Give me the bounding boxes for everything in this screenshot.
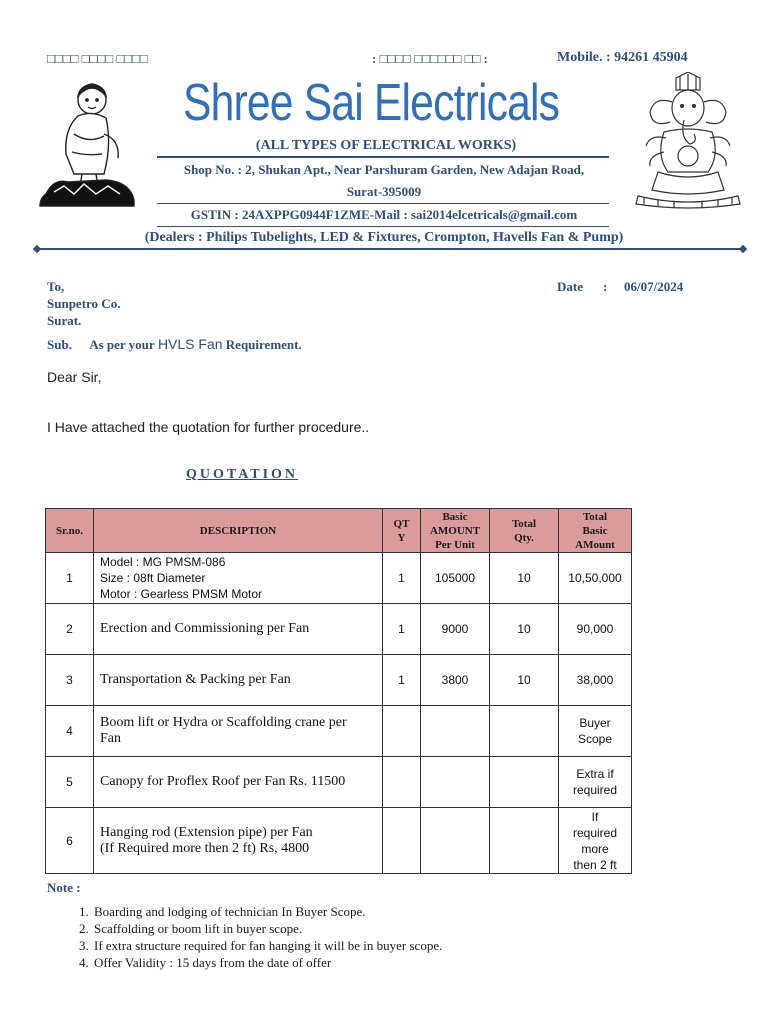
cell-srno: 6 xyxy=(46,808,94,874)
total-line: If xyxy=(591,809,599,824)
cell-total-amount xyxy=(559,655,632,706)
desc-line: Transportation & Packing per Fan xyxy=(100,672,291,687)
col-header-total-amount xyxy=(559,509,632,553)
total-line: 90,000 xyxy=(576,622,614,636)
note-item: 2. Scaffolding or boom lift in buyer scope. xyxy=(92,920,442,937)
col-header-totalamt-line: Basic xyxy=(582,524,608,537)
dealers-line: (Dealers : Philips Tubelights, LED & Fixtures, Crompton, Havells Fan & Pump) xyxy=(144,230,624,245)
col-header-totalamt-line: AMount xyxy=(575,538,615,551)
col-header-totalamt-line: Total xyxy=(582,510,608,523)
quotation-table xyxy=(45,508,632,874)
subject-label: Sub. xyxy=(47,337,72,352)
col-header-description: DESCRIPTION xyxy=(94,509,383,553)
cell-qty: 1 xyxy=(383,553,421,604)
total-line: 10,50,000 xyxy=(568,571,622,585)
cell-rate: 3800 xyxy=(421,655,490,706)
cell-rate xyxy=(421,706,490,757)
address-line-1: Shop No. : 2, Shukan Apt., Near Parshuram Garden, New Adajan Road, xyxy=(183,162,585,177)
col-header-qty-line: QT xyxy=(393,517,410,530)
sai-baba-portrait-icon xyxy=(34,74,138,212)
table-row xyxy=(46,604,632,655)
table-row xyxy=(46,808,632,874)
date-value: 06/07/2024 xyxy=(624,279,684,294)
total-line: then 2 ft xyxy=(573,857,617,872)
cell-srno: 1 xyxy=(46,553,94,604)
cell-description xyxy=(94,553,383,604)
ganesha-portrait-icon xyxy=(628,72,748,210)
tagline: (ALL TYPES OF ELECTRICAL WORKS) xyxy=(255,138,517,153)
col-header-totalqty-line: Total xyxy=(511,517,537,530)
notes-list xyxy=(45,903,442,971)
cell-total-amount xyxy=(559,706,632,757)
recipient-city: Surat. xyxy=(47,313,82,328)
cell-total-qty xyxy=(490,757,559,808)
col-header-qty-line: Y xyxy=(397,531,406,544)
cell-description xyxy=(94,604,383,655)
recipient-name: Sunpetro Co. xyxy=(47,296,121,311)
company-name: Shree Sai Electricals xyxy=(183,74,560,132)
col-header-basic-line: Basic xyxy=(442,510,468,523)
total-line: Buyer xyxy=(579,716,611,730)
gstin-email-line: GSTIN : 24AXPPG0944F1ZME-Mail : sai2014elcetricals@gmail.com xyxy=(190,207,578,222)
note-item: 4. Offer Validity : 15 days from the date of offer xyxy=(92,954,442,971)
cell-description xyxy=(94,655,383,706)
col-header-totalqty-line: Qty. xyxy=(514,531,534,544)
quotation-heading: QUOTATION xyxy=(186,467,299,482)
total-line: 38,000 xyxy=(576,673,614,687)
desc-line: Model : MG PMSM-086 xyxy=(100,555,226,569)
table-row xyxy=(46,757,632,808)
cell-total-qty xyxy=(490,808,559,874)
desc-line: (If Required more then 2 ft) Rs, 4800 xyxy=(100,840,310,856)
desc-line: Erection and Commissioning per Fan xyxy=(100,621,310,636)
cell-total-qty xyxy=(490,706,559,757)
cell-srno: 3 xyxy=(46,655,94,706)
subject-text-c: Requirement. xyxy=(225,337,302,352)
cell-qty xyxy=(383,808,421,874)
cell-total-amount xyxy=(559,808,632,874)
header-slogan-left: □□□□ □□□□ □□□□ xyxy=(47,51,148,66)
salutation: Dear Sir, xyxy=(47,369,102,385)
cell-qty: 1 xyxy=(383,604,421,655)
cell-rate: 105000 xyxy=(421,553,490,604)
table-header-row xyxy=(46,509,632,553)
desc-line: Canopy for Proflex Roof per Fan Rs. 11500 xyxy=(100,774,346,789)
desc-line: Size : 08ft Diameter xyxy=(100,571,206,585)
header-divider-mid xyxy=(157,203,609,204)
cell-total-qty: 10 xyxy=(490,553,559,604)
notes-label: Note : xyxy=(47,880,81,895)
cell-total-qty: 10 xyxy=(490,604,559,655)
total-line: required xyxy=(572,825,618,840)
col-header-srno: Sr.no. xyxy=(46,509,94,553)
cell-srno: 4 xyxy=(46,706,94,757)
total-line: Extra if xyxy=(576,767,614,781)
header-divider-low xyxy=(157,226,609,227)
subject-text-b: HVLS Fan xyxy=(157,336,223,352)
cell-srno: 5 xyxy=(46,757,94,808)
date-separator: : xyxy=(603,279,608,294)
cell-qty xyxy=(383,706,421,757)
header-divider-top xyxy=(157,156,609,158)
subject-line xyxy=(47,336,302,353)
subject-text-a: As per your xyxy=(89,337,155,352)
note-item: 1. Boarding and lodging of technician In Buyer Scope. xyxy=(92,903,442,920)
header-mobile: Mobile. : 94261 45904 xyxy=(557,50,688,65)
cell-total-amount xyxy=(559,757,632,808)
cell-description xyxy=(94,757,383,808)
date-label: Date xyxy=(557,279,583,294)
address-line-2: Surat-395009 xyxy=(346,184,422,199)
cell-srno: 2 xyxy=(46,604,94,655)
header-divider-bottom xyxy=(37,248,743,250)
col-header-basic-line: Per Unit xyxy=(435,538,475,551)
letter-body: I Have attached the quotation for further procedure.. xyxy=(47,419,370,435)
cell-total-amount xyxy=(559,604,632,655)
table-row xyxy=(46,706,632,757)
desc-line: Motor : Gearless PMSM Motor xyxy=(100,587,263,601)
cell-description xyxy=(94,706,383,757)
cell-qty xyxy=(383,757,421,808)
header-slogan-middle: : □□□□ □□□□□□ □□ : xyxy=(372,51,488,66)
cell-rate xyxy=(421,808,490,874)
desc-line: Boom lift or Hydra or Scaffolding crane per xyxy=(100,715,347,730)
desc-line: Hanging rod (Extension pipe) per Fan xyxy=(100,824,313,840)
total-line: more xyxy=(581,841,609,856)
total-line: required xyxy=(572,783,618,797)
table-row xyxy=(46,553,632,604)
col-header-qty xyxy=(383,509,421,553)
col-header-basic-line: AMOUNT xyxy=(429,524,481,537)
divider-end-left xyxy=(33,245,41,253)
note-item: 3. If extra structure required for fan hanging it will be in buyer scope. xyxy=(92,937,442,954)
divider-end-right xyxy=(739,245,747,253)
table-row xyxy=(46,655,632,706)
col-header-basic-amount xyxy=(421,509,490,553)
to-label: To, xyxy=(47,279,65,294)
cell-total-amount xyxy=(559,553,632,604)
col-header-total-qty xyxy=(490,509,559,553)
cell-total-qty: 10 xyxy=(490,655,559,706)
cell-rate xyxy=(421,757,490,808)
total-line: Scope xyxy=(577,732,613,746)
cell-description xyxy=(94,808,383,874)
cell-qty: 1 xyxy=(383,655,421,706)
cell-rate: 9000 xyxy=(421,604,490,655)
desc-line: Fan xyxy=(100,731,121,746)
